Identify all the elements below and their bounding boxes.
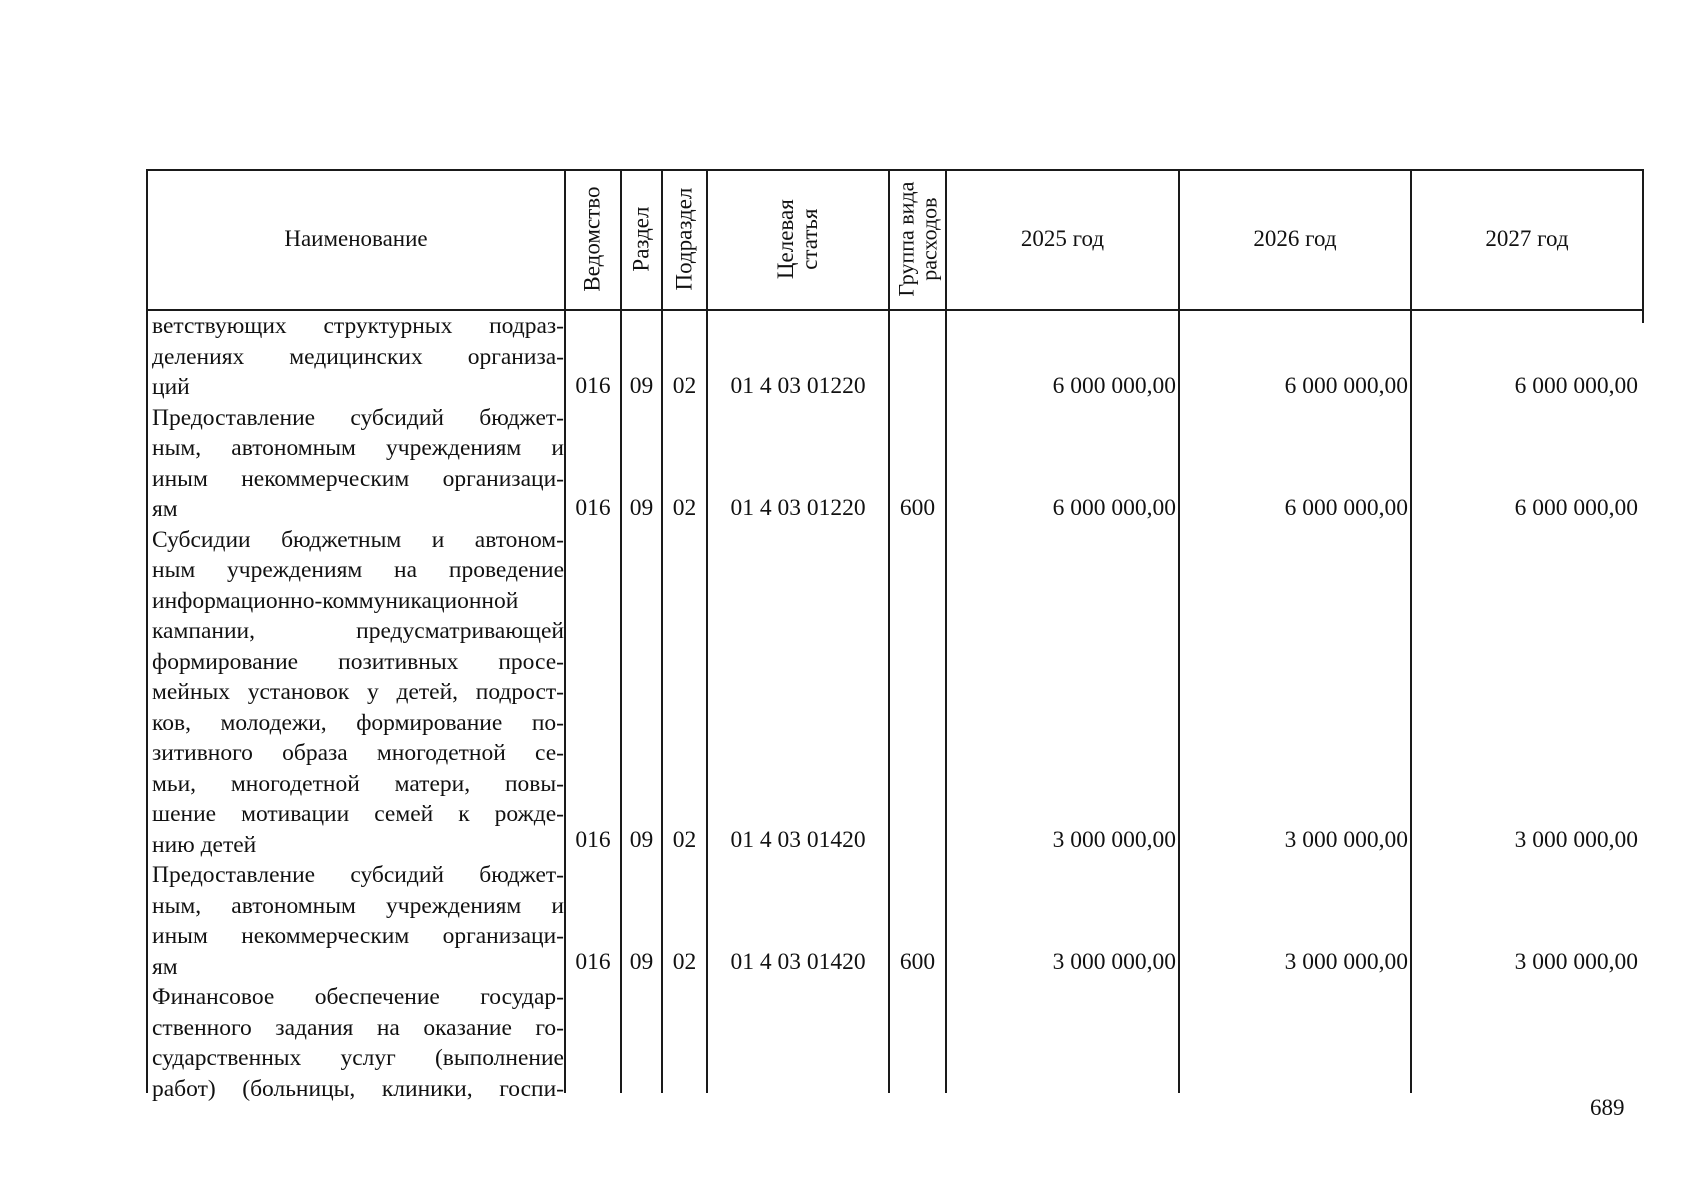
row-text-line: Предоставление субсидий бюджет-: [152, 404, 564, 431]
col-border: [1642, 169, 1644, 323]
row-text-line: ственного задания на оказание го-: [152, 1014, 564, 1041]
cell-2025: 6 000 000,00: [1052, 495, 1176, 521]
cell-expense-group: 600: [899, 949, 936, 975]
row-text-line: работ) (больницы, клиники, госпи-: [152, 1075, 564, 1102]
cell-department: 016: [575, 949, 611, 975]
row-text-line: мейных установок у детей, подрост-: [152, 679, 564, 705]
cell-subsection: 02: [672, 949, 697, 975]
row-text-line: нию детей: [152, 831, 257, 858]
cell-2027: 6 000 000,00: [1514, 373, 1638, 399]
cell-expense-group: 600: [899, 495, 936, 521]
row-text-line: иным некоммерческим организаци-: [152, 923, 564, 949]
row-text-line: ков, молодежи, формирование по-: [152, 709, 564, 736]
row-text-line: Предоставление субсидий бюджет-: [152, 862, 564, 888]
cell-target-article: 01 4 03 01220: [730, 373, 866, 399]
cell-2027: 6 000 000,00: [1514, 495, 1638, 521]
row-text-line: ным учреждениям на проведение: [152, 557, 564, 583]
row-text-line: ным, автономным учреждениям и: [152, 435, 564, 461]
row-text-line: ций: [152, 374, 190, 400]
cell-section: 09: [629, 495, 654, 521]
page-number: 689: [1590, 1095, 1625, 1120]
cell-section: 09: [629, 949, 654, 975]
row-text-line: зитивного образа многодетной се-: [152, 740, 564, 766]
row-text-line: сударственных услуг (выполнение: [152, 1045, 564, 1071]
header-expense-group: Группа вида расходов: [893, 181, 942, 297]
row-text-line: мьи, многодетной матери, повы-: [152, 770, 564, 797]
header-target-article: Целевая статья: [772, 199, 822, 279]
cell-2027: 3 000 000,00: [1514, 827, 1638, 853]
cell-2025: 3 000 000,00: [1052, 827, 1176, 853]
row-text-line: шение мотивации семей к рожде-: [152, 801, 564, 827]
header-department: Ведомство: [579, 186, 605, 292]
row-text-line: ветствующих структурных подраз-: [152, 313, 564, 339]
cell-2025: 6 000 000,00: [1052, 373, 1176, 399]
row-text-line: формирование позитивных просе-: [152, 648, 564, 675]
cell-2025: 3 000 000,00: [1052, 949, 1176, 975]
cell-target-article: 01 4 03 01420: [730, 949, 866, 975]
cell-department: 016: [575, 373, 611, 399]
row-text-line: Финансовое обеспечение государ-: [152, 984, 564, 1010]
cell-2026: 3 000 000,00: [1284, 827, 1408, 853]
cell-department: 016: [575, 495, 611, 521]
header-2026: 2026 год: [1253, 226, 1337, 251]
cell-2026: 6 000 000,00: [1284, 495, 1408, 521]
cell-target-article: 01 4 03 01220: [730, 495, 866, 521]
name-column: [152, 311, 564, 1104]
header-section: Раздел: [628, 206, 654, 272]
row-text-line: ям: [152, 496, 178, 522]
cell-subsection: 02: [672, 373, 697, 399]
row-text-line: делениях медицинских организа-: [152, 343, 564, 370]
budget-table: [146, 169, 1644, 1102]
row-text-line: информационно-коммуникационной: [152, 587, 519, 614]
row-text-line: ям: [152, 953, 178, 980]
cell-subsection: 02: [672, 827, 697, 853]
row-text-line: Субсидии бюджетным и автоном-: [152, 526, 564, 553]
cell-target-article: 01 4 03 01420: [730, 827, 866, 853]
cell-2026: 3 000 000,00: [1284, 949, 1408, 975]
row-text-line: иным некоммерческим организаци-: [152, 465, 564, 492]
row-text-line: ным, автономным учреждениям и: [152, 892, 564, 919]
cell-section: 09: [629, 373, 654, 399]
cell-department: 016: [575, 827, 611, 853]
cell-2027: 3 000 000,00: [1514, 949, 1638, 975]
header-name: Наименование: [284, 226, 428, 251]
cell-section: 09: [629, 827, 654, 853]
cell-2026: 6 000 000,00: [1284, 373, 1408, 399]
header-2025: 2025 год: [1020, 226, 1105, 251]
cell-subsection: 02: [672, 495, 697, 521]
header-subsection: Подраздел: [671, 187, 697, 291]
header-2027: 2027 год: [1485, 226, 1569, 251]
row-text-line: кампании, предусматривающей: [152, 618, 564, 644]
